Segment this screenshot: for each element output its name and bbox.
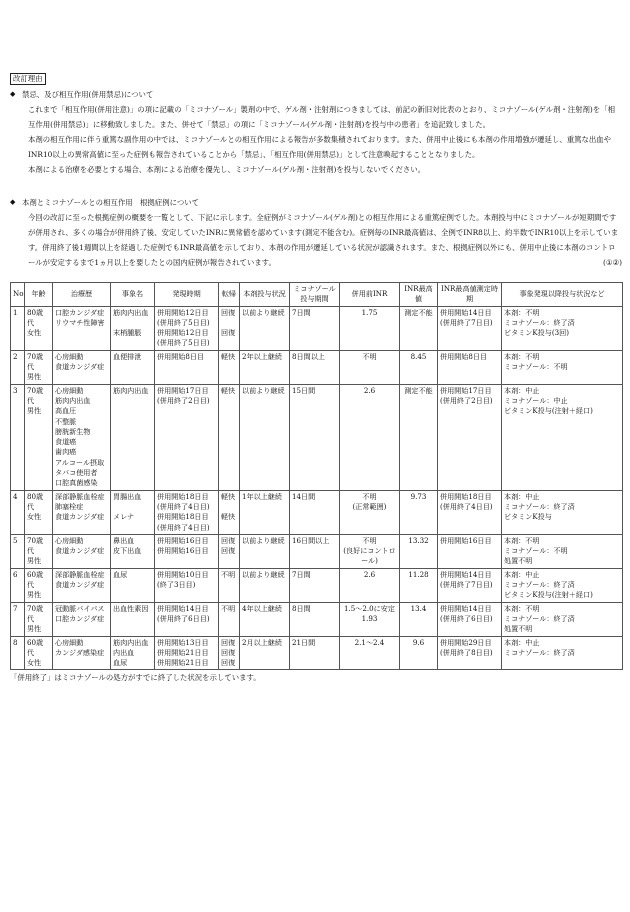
cell-onset: 併用開始14日目 (併用終了6日目) — [155, 602, 219, 636]
cell-pre-inr: 2.6 — [340, 384, 400, 490]
cell-age: 80歳代 女性 — [25, 306, 53, 350]
cell-onset: 併用開始12日目 (併用終了5日目) 併用開始12日目 (併用終了5日目) — [155, 306, 219, 350]
cell-event: 血尿 — [111, 568, 155, 602]
cell-no: 7 — [11, 602, 25, 636]
paragraph: 本剤による治療を必要とする場合、本剤による治療を優先し、ミコナゾール(ゲル剤・注射剤)を投与しないでください。 — [28, 165, 426, 174]
cell-period: 7日間 — [290, 306, 340, 350]
cell-status: 以前より継続 — [240, 534, 290, 568]
cell-after: 本剤：中止 ミコナゾール：終了済 — [502, 636, 623, 670]
cell-max-inr: 9.73 — [400, 490, 438, 534]
reference-marks: (①②) — [602, 258, 622, 267]
cell-pre-inr: 1.75 — [340, 306, 400, 350]
cell-after: 本剤：不明 ミコナゾール：不明 処置不明 — [502, 534, 623, 568]
cell-onset: 併用開始17日目 (併用終了2日目) — [155, 384, 219, 490]
section-title: 禁忌、及び相互作用(併用禁忌)について — [22, 90, 154, 99]
table-row — [11, 306, 623, 350]
cell-age: 60歳代 女性 — [25, 636, 53, 670]
column-header: ミコナゾール投与期間 — [290, 283, 340, 307]
cell-status: 以前より継続 — [240, 306, 290, 350]
cell-age: 60歳代 男性 — [25, 568, 53, 602]
cell-period: 21日間 — [290, 636, 340, 670]
cell-period: 14日間 — [290, 490, 340, 534]
paragraph: 本剤の相互作用に伴う重篤な副作用の中では、ミコナゾールとの相互作用による報告が多数集積されております。また、併用中止後にも本剤の作用増強が遷延し、重篤な出血やINR10以上の異常高値に至った症例も報告されていることから「禁忌」、「相互作用(併用禁忌)」として注意喚起することとなりました。 — [28, 135, 612, 159]
cell-no: 4 — [11, 490, 25, 534]
section-bullet: ◆ — [10, 90, 16, 98]
cell-period: 15日間 — [290, 384, 340, 490]
cell-onset: 併用開始10日目 (終了3日目) — [155, 568, 219, 602]
cell-history: 冠動脈バイパス 口腔カンジダ症 — [53, 602, 111, 636]
cell-event: 胃腸出血 メレナ — [111, 490, 155, 534]
section-contraindication — [10, 87, 622, 177]
cell-age: 80歳代 女性 — [25, 490, 53, 534]
cell-pre-inr: 不明 (良好にコントロール) — [340, 534, 400, 568]
cell-max-inr: 測定不能 — [400, 306, 438, 350]
paragraph: これまで「相互作用(併用注意)」の項に記載の「ミコナゾール」製剤の中で、ゲル剤・注射剤につきましては、前記の新旧対比表のとおり、ミコナゾール(ゲル剤・注射剤)を「相互作用(併用禁忌)」に移動致しました。また、併せて「禁忌」の項に「ミコナゾール(ゲル剤・注射剤)を投与中の患者」を追記致しました。 — [28, 105, 615, 129]
cell-after: 本剤：不明 ミコナゾール：終了済 処置不明 — [502, 602, 623, 636]
case-table — [10, 282, 623, 670]
revision-reason-tag: 改訂理由 — [10, 73, 46, 85]
cell-history: 心房細動 筋肉内出血 高血圧 不整脈 膀胱新生物 食道癌 歯肉癌 アルコール摂取 タバコ使用者 口腔真菌感染 — [53, 384, 111, 490]
cell-status: 1年以上継続 — [240, 490, 290, 534]
cell-status: 以前より継続 — [240, 568, 290, 602]
cell-max-inr: 測定不能 — [400, 384, 438, 490]
cell-pre-inr: 2.1～2.4 — [340, 636, 400, 670]
cell-outcome: 不明 — [219, 602, 240, 636]
cell-max-time: 併用開始16日目 — [438, 534, 502, 568]
table-row — [11, 568, 623, 602]
cell-max-time: 併用開始14日目 (併用終了6日目) — [438, 602, 502, 636]
cell-no: 5 — [11, 534, 25, 568]
cell-no: 6 — [11, 568, 25, 602]
cell-no: 2 — [11, 350, 25, 384]
document-page — [10, 66, 622, 683]
cell-outcome: 回復 回復 — [219, 534, 240, 568]
column-header: 事象発現以降投与状況など — [502, 283, 623, 307]
cell-no: 3 — [11, 384, 25, 490]
cell-max-time: 併用開始17日目 (併用終了2日目) — [438, 384, 502, 490]
column-header: 併用前INR — [340, 283, 400, 307]
cell-history: 深部静脈血栓症 食道カンジダ症 — [53, 568, 111, 602]
column-header: 転帰 — [219, 283, 240, 307]
column-header: No — [11, 283, 25, 307]
footnote: 「併用終了」はミコナゾールの処方がすでに終了した状況を示しています。 — [10, 673, 261, 683]
cell-after: 本剤：中止 ミコナゾール：終了済 ビタミンK投与 — [502, 490, 623, 534]
cell-status: 以前より継続 — [240, 384, 290, 490]
cell-onset: 併用開始18日目 (併用終了4日目) 併用開始18日目 (併用終了4日目) — [155, 490, 219, 534]
cell-age: 70歳代 男性 — [25, 534, 53, 568]
cell-pre-inr: 1.5～2.0に安定 1.93 — [340, 602, 400, 636]
section-title: 本剤とミコナゾールとの相互作用 根拠症例について — [22, 198, 200, 207]
cell-event: 出血性素因 — [111, 602, 155, 636]
cell-age: 70歳代 男性 — [25, 350, 53, 384]
section-bullet: ◆ — [10, 198, 16, 206]
table-row — [11, 490, 623, 534]
cell-outcome: 軽快 — [219, 350, 240, 384]
column-header: 年齢 — [25, 283, 53, 307]
cell-pre-inr: 不明 (正常範囲) — [340, 490, 400, 534]
paragraph: 今回の改訂に至った根拠症例の概要を一覧として、下記に示します。全症例がミコナゾール(ゲル剤)との相互作用による重篤症例でした。本剤投与中にミコナゾールが短期間ですが併用され、多くの場合が併用終了後、安定していたINRに異常値を認めています(測定不能含む)。症例毎のINR最高値は、全例でINR8以上、約半数でINR10以上を示しています。併用終了後1週間以上を経過した症例でもINR最高値を示しており、本剤の作用が遷延している状況が認識されます。また、根拠症例以外にも、併用中止後に本剤のコントロールが安定するまで1ヵ月以上を要したとの国内症例が報告されています。 (①②) — [10, 210, 622, 270]
cell-max-time: 併用開始29日目 (併用終了8日目) — [438, 636, 502, 670]
cell-max-inr: 13.4 — [400, 602, 438, 636]
column-header: 事象名 — [111, 283, 155, 307]
cell-history: 心房細動 食道カンジダ症 — [53, 350, 111, 384]
cell-outcome: 回復 回復 回復 — [219, 636, 240, 670]
cell-after: 本剤：中止 ミコナゾール：終了済 ビタミンK投与(注射＋経口) — [502, 568, 623, 602]
cell-period: 8日間 — [290, 602, 340, 636]
cell-outcome: 回復 回復 — [219, 306, 240, 350]
cell-max-inr: 9.6 — [400, 636, 438, 670]
cell-outcome: 不明 — [219, 568, 240, 602]
cell-history: 口腔カンジダ症 リウマチ性障害 — [53, 306, 111, 350]
cell-max-time: 併用開始14日目 (併用終了7日目) — [438, 568, 502, 602]
cell-onset: 併用開始8日目 — [155, 350, 219, 384]
cell-status: 2年以上継続 — [240, 350, 290, 384]
cell-period: 8日間以上 — [290, 350, 340, 384]
cell-event: 筋肉内出血 末梢腫脹 — [111, 306, 155, 350]
cell-event: 血便排泄 — [111, 350, 155, 384]
cell-age: 70歳代 男性 — [25, 384, 53, 490]
cell-status: 2月以上継続 — [240, 636, 290, 670]
cell-pre-inr: 2.6 — [340, 568, 400, 602]
cell-event: 筋肉内出血 — [111, 384, 155, 490]
cell-max-time: 併用開始14日目 (併用終了7日目) — [438, 306, 502, 350]
table-row — [11, 602, 623, 636]
cell-history: 心房細動 食道カンジダ症 — [53, 534, 111, 568]
table-row — [11, 350, 623, 384]
table-row — [11, 636, 623, 670]
table-row — [11, 384, 623, 490]
cell-outcome: 軽快 軽快 — [219, 490, 240, 534]
cell-after: 本剤：不明 ミコナゾール：不明 — [502, 350, 623, 384]
cell-history: 心房細動 カンジダ感染症 — [53, 636, 111, 670]
cell-max-inr: 11.28 — [400, 568, 438, 602]
cell-no: 1 — [11, 306, 25, 350]
cell-after: 本剤：中止 ミコナゾール：中止 ビタミンK投与(注射＋経口) — [502, 384, 623, 490]
cell-onset: 併用開始13日目 併用開始21日目 併用開始21日目 — [155, 636, 219, 670]
section-cases — [10, 195, 622, 270]
cell-outcome: 軽快 — [219, 384, 240, 490]
column-header: 治療歴 — [53, 283, 111, 307]
cell-max-inr: 13.32 — [400, 534, 438, 568]
column-header: INR最高値 — [400, 283, 438, 307]
column-header: 本剤投与状況 — [240, 283, 290, 307]
cell-event: 筋肉内出血 内出血 血尿 — [111, 636, 155, 670]
table-row — [11, 534, 623, 568]
cell-period: 16日間以上 — [290, 534, 340, 568]
column-header: INR最高値測定時期 — [438, 283, 502, 307]
cell-max-time: 併用開始18日目 (併用終了4日目) — [438, 490, 502, 534]
cell-max-time: 併用開始8日目 — [438, 350, 502, 384]
cell-history: 深部静脈血栓症 肺塞栓症 食道カンジダ症 — [53, 490, 111, 534]
cell-onset: 併用開始16日目 併用開始16日目 — [155, 534, 219, 568]
cell-after: 本剤：不明 ミコナゾール：終了済 ビタミンK投与(3回) — [502, 306, 623, 350]
cell-no: 8 — [11, 636, 25, 670]
cell-max-inr: 8.45 — [400, 350, 438, 384]
cell-period: 7日間 — [290, 568, 340, 602]
cell-pre-inr: 不明 — [340, 350, 400, 384]
cell-status: 4年以上継続 — [240, 602, 290, 636]
table-header-row — [11, 283, 623, 307]
cell-age: 70歳代 男性 — [25, 602, 53, 636]
cell-event: 鼻出血 皮下出血 — [111, 534, 155, 568]
column-header: 発現時期 — [155, 283, 219, 307]
